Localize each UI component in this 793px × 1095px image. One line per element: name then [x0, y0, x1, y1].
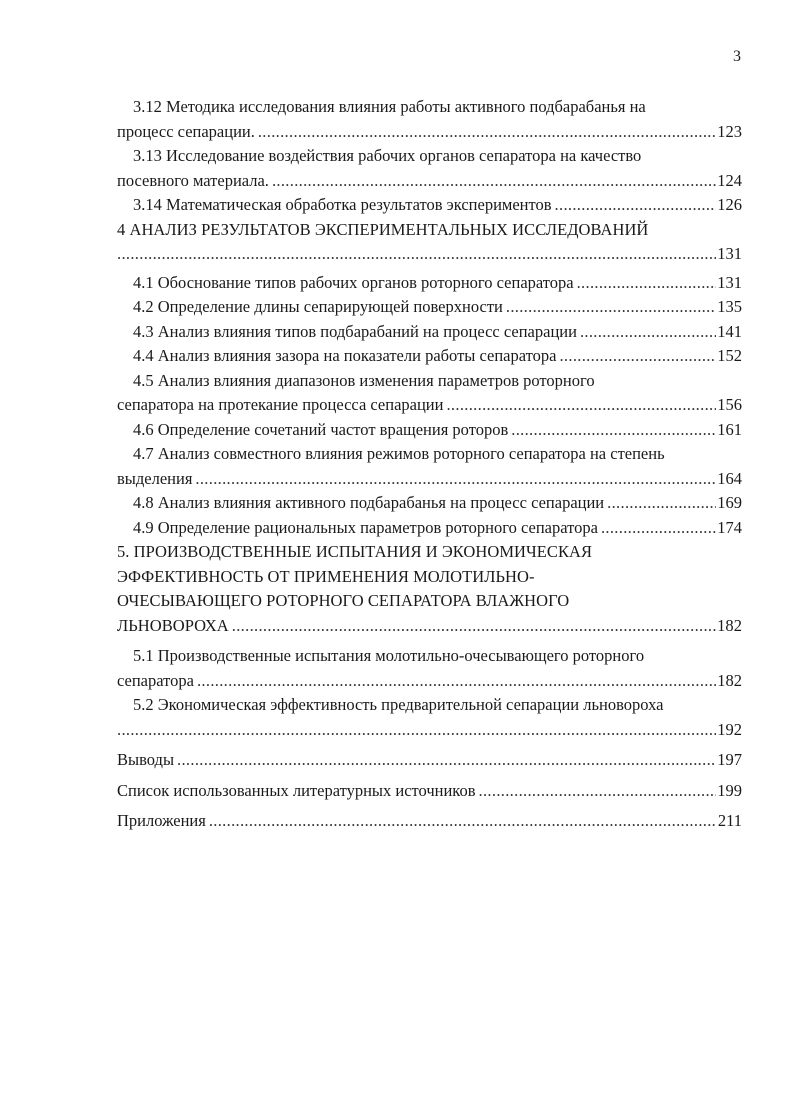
toc-page-number: 161	[717, 419, 742, 439]
toc-entry-title: Приложения	[117, 811, 206, 830]
toc-entry-4-1	[117, 271, 742, 296]
toc-entry-title: 3.14 Математическая обработка результатов экспериментов	[133, 195, 552, 214]
dot-leader	[197, 669, 716, 694]
dot-leader	[577, 271, 717, 296]
toc-page-number: 169	[717, 493, 742, 512]
dot-leader	[511, 418, 716, 443]
toc-entry-title: 5.2 Экономическая эффективность предварительной сепарации льновороха	[133, 695, 664, 714]
dot-leader	[117, 242, 716, 267]
toc-entry-4-8	[117, 491, 742, 516]
toc-entry-3-12	[117, 95, 742, 144]
toc-page-number: 135	[717, 297, 742, 316]
dot-leader	[607, 491, 716, 516]
toc-entry-title: 4.9 Определение рациональных параметров роторного сепаратора	[133, 517, 598, 537]
toc-entry-title-cont: сепаратора	[117, 670, 194, 690]
toc-entry-title: 3.12 Методика исследования влияния работы активного подбарабанья на	[133, 97, 646, 116]
toc-entry-4-9	[117, 516, 742, 541]
toc-page-number: 141	[717, 321, 742, 341]
dot-leader	[117, 718, 716, 743]
toc-page-number: 182	[717, 615, 742, 635]
toc-page-number: 152	[717, 346, 742, 365]
chapter-title: 5. ПРОИЗВОДСТВЕННЫЕ ИСПЫТАНИЯ И ЭКОНОМИЧЕСКАЯ	[117, 542, 593, 561]
toc-entry-5-2	[117, 693, 742, 742]
toc-entry-title: 4.5 Анализ влияния диапазонов изменения параметров роторного	[133, 370, 595, 390]
toc-chapter-5	[117, 540, 742, 638]
toc-page-number: 192	[717, 719, 742, 739]
dot-leader	[559, 344, 716, 369]
toc-page-number: 199	[717, 780, 742, 800]
toc-entry-title: Выводы	[117, 750, 175, 769]
dot-leader	[580, 320, 716, 345]
toc-entry-title-cont: сепаратора на протекание процесса сепарации	[117, 395, 444, 414]
toc-entry-title-cont: посевного материала.	[117, 170, 269, 190]
dot-leader	[479, 779, 717, 804]
toc-entry-4-3	[117, 320, 742, 345]
toc-entry-title-cont: выделения	[117, 468, 193, 488]
toc-page-number: 211	[717, 811, 742, 830]
chapter-title-cont: ЛЬНОВОРОХА	[117, 615, 229, 635]
toc-entry-references	[117, 779, 742, 804]
dot-leader	[195, 467, 716, 492]
toc-page-number: 131	[717, 272, 742, 292]
toc-entry-title: 4.1 Обоснование типов рабочих органов роторного сепаратора	[133, 272, 574, 292]
toc-entry-4-7	[117, 442, 742, 491]
dot-leader	[232, 614, 716, 639]
dot-leader	[258, 120, 716, 145]
toc-page-number: 131	[717, 244, 742, 263]
toc-entry-title: 4.3 Анализ влияния типов подбарабаний на процесс сепарации	[133, 321, 577, 341]
toc-chapter-4	[117, 218, 742, 267]
dot-leader	[555, 193, 717, 218]
page-number: 3	[733, 48, 741, 65]
toc-entry-title: 4.2 Определение длины сепарирующей поверхности	[133, 297, 503, 316]
dot-leader	[209, 809, 717, 834]
toc-entry-title-cont: процесс сепарации.	[117, 121, 255, 141]
toc-page-number: 123	[717, 121, 742, 141]
toc-entry-title: 4.8 Анализ влияния активного подбарабанья на процесс сепарации	[133, 493, 605, 512]
dot-leader	[506, 295, 716, 320]
toc-page-number: 197	[717, 750, 742, 769]
toc-entry-title: 4.4 Анализ влияния зазора на показатели работы сепаратора	[133, 346, 557, 365]
toc-page-number: 124	[717, 170, 742, 190]
toc-entry-4-2	[117, 295, 742, 320]
toc-entry-title: 3.13 Исследование воздействия рабочих органов сепаратора на качество	[133, 146, 642, 165]
chapter-title-cont: ОЧЕСЫВАЮЩЕГО РОТОРНОГО СЕПАРАТОРА ВЛАЖНОГО	[117, 591, 570, 610]
dot-leader	[446, 393, 716, 418]
toc-page-number: 182	[717, 670, 742, 690]
toc-entry-4-4	[117, 344, 742, 369]
toc-entry-3-13	[117, 144, 742, 193]
toc-page-number: 126	[717, 195, 742, 214]
toc-entry-title: 4.7 Анализ совместного влияния режимов роторного сепаратора на степень	[133, 444, 665, 463]
toc-entry-5-1	[117, 644, 742, 693]
toc-entry-3-14	[117, 193, 742, 218]
toc-entry-conclusions	[117, 748, 742, 773]
toc-page-number: 174	[717, 517, 742, 537]
toc-entry-appendices	[117, 809, 742, 834]
toc-page-number: 156	[717, 395, 742, 414]
toc-entry-4-5	[117, 369, 742, 418]
toc-entry-title: 4.6 Определение сочетаний частот вращения роторов	[133, 419, 509, 439]
toc-page-number: 164	[717, 468, 742, 488]
chapter-title-cont: ЭФФЕКТИВНОСТЬ ОТ ПРИМЕНЕНИЯ МОЛОТИЛЬНО-	[117, 566, 535, 586]
dot-leader	[177, 748, 716, 773]
table-of-contents	[117, 95, 742, 834]
dot-leader	[601, 516, 716, 541]
dot-leader	[272, 169, 716, 194]
toc-entry-title: 5.1 Производственные испытания молотильно-очесывающего роторного	[133, 646, 645, 665]
chapter-title: 4 АНАЛИЗ РЕЗУЛЬТАТОВ ЭКСПЕРИМЕНТАЛЬНЫХ ИССЛЕДОВАНИЙ	[117, 219, 649, 239]
toc-entry-title: Список использованных литературных источников	[117, 780, 476, 800]
toc-entry-4-6	[117, 418, 742, 443]
